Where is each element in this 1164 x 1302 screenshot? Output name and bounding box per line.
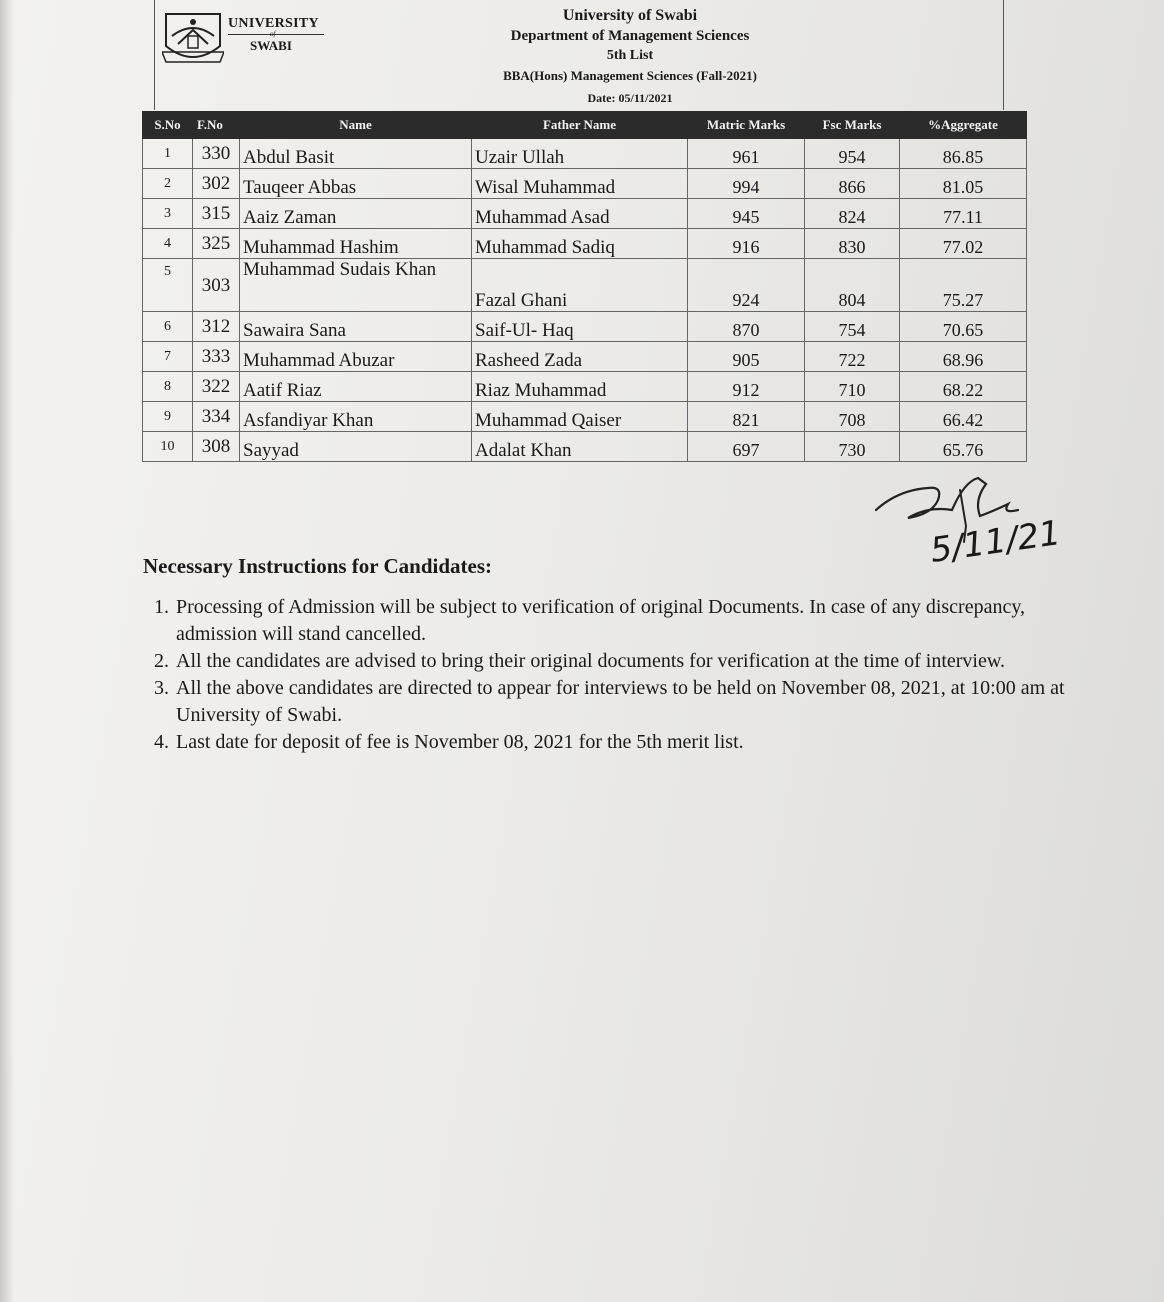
cell-fno: 302 — [193, 169, 240, 199]
cell-matric: 912 — [688, 372, 805, 402]
cell-name: Aaiz Zaman — [240, 199, 472, 229]
cell-sno: 1 — [143, 139, 193, 169]
cell-name: Sawaira Sana — [240, 312, 472, 342]
cell-father-name: Saif-Ul- Haq — [472, 312, 688, 342]
cell-fsc: 754 — [805, 312, 900, 342]
table-row — [143, 342, 1027, 372]
cell-father-name: Muhammad Asad — [472, 199, 688, 229]
table-row — [143, 432, 1027, 462]
table-row — [143, 199, 1027, 229]
cell-fsc: 710 — [805, 372, 900, 402]
cell-sno: 10 — [143, 432, 193, 462]
cell-father-name: Wisal Muhammad — [472, 169, 688, 199]
cell-name: Asfandiyar Khan — [240, 402, 472, 432]
item-text: Processing of Admission will be subject to verification of original Documents. In case of any discrepancy, admission will stand cancelled. — [176, 596, 1026, 645]
list-item — [150, 729, 1065, 756]
table-row — [143, 259, 1027, 312]
item-text: All the candidates are advised to bring their original documents for verification at the time of interview. — [176, 650, 1005, 672]
cell-fsc: 954 — [805, 139, 900, 169]
cell-aggregate: 65.76 — [900, 432, 1027, 462]
cell-fsc: 804 — [805, 259, 900, 312]
cell-aggregate: 81.05 — [900, 169, 1027, 199]
cell-fno: 330 — [193, 139, 240, 169]
table-row — [143, 312, 1027, 342]
cell-name: Muhammad Sudais Khan — [240, 259, 472, 312]
cell-father-name: Adalat Khan — [472, 432, 688, 462]
cell-fno: 312 — [193, 312, 240, 342]
cell-fsc: 730 — [805, 432, 900, 462]
document-header — [430, 6, 830, 86]
cell-matric: 905 — [688, 342, 805, 372]
cell-father-name: Muhammad Sadiq — [472, 229, 688, 259]
item-number: 3. — [154, 677, 169, 699]
department-name: Department of Management Sciences — [510, 28, 750, 44]
table-row — [143, 169, 1027, 199]
list-item — [150, 594, 1065, 648]
col-header-aggregate: %Aggregate — [900, 112, 1027, 139]
logo-text-of: of — [270, 30, 276, 38]
list-item — [150, 675, 1065, 729]
cell-fno: 315 — [193, 199, 240, 229]
cell-matric: 945 — [688, 199, 805, 229]
cell-matric: 870 — [688, 312, 805, 342]
cell-name: Aatif Riaz — [240, 372, 472, 402]
cell-fsc: 866 — [805, 169, 900, 199]
cell-fsc: 722 — [805, 342, 900, 372]
table-row — [143, 402, 1027, 432]
item-number: 4. — [154, 731, 169, 753]
page-edge-shadow — [0, 0, 14, 1302]
col-header-fsc-marks: Fsc Marks — [805, 112, 900, 139]
cell-name: Abdul Basit — [240, 139, 472, 169]
col-header-fno: F.No — [193, 112, 240, 139]
cell-sno: 2 — [143, 169, 193, 199]
cell-name: Tauqeer Abbas — [240, 169, 472, 199]
list-item — [150, 648, 1065, 675]
item-text: All the above candidates are directed to appear for interviews to be held on November 08, 2021, at 10:00 am at University of Swabi. — [176, 677, 1065, 726]
cell-aggregate: 86.85 — [900, 139, 1027, 169]
col-header-name: Name — [240, 112, 472, 139]
table-header-row — [143, 112, 1027, 139]
instructions-list — [150, 594, 1065, 756]
cell-fno: 303 — [193, 259, 240, 312]
logo-divider — [228, 34, 324, 35]
cell-sno: 6 — [143, 312, 193, 342]
table-row — [143, 139, 1027, 169]
cell-fsc: 830 — [805, 229, 900, 259]
item-number: 1. — [154, 596, 169, 618]
table-row — [143, 372, 1027, 402]
cell-aggregate: 75.27 — [900, 259, 1027, 312]
cell-matric: 994 — [688, 169, 805, 199]
cell-sno: 8 — [143, 372, 193, 402]
list-date: Date: 05/11/2021 — [587, 91, 673, 105]
cell-matric: 697 — [688, 432, 805, 462]
program-name: BBA(Hons) Management Sciences (Fall-2021) — [503, 68, 757, 83]
cell-aggregate: 70.65 — [900, 312, 1027, 342]
cell-fno: 334 — [193, 402, 240, 432]
signature-date: 5/11/21 — [927, 513, 1064, 571]
logo-text-swabi: SWABI — [250, 38, 292, 53]
merit-list-table — [142, 111, 1027, 462]
cell-fno: 333 — [193, 342, 240, 372]
item-number: 2. — [154, 650, 169, 672]
cell-sno: 5 — [143, 259, 193, 312]
cell-sno: 9 — [143, 402, 193, 432]
left-border-line — [154, 0, 155, 110]
cell-matric: 821 — [688, 402, 805, 432]
cell-father-name: Muhammad Qaiser — [472, 402, 688, 432]
cell-matric: 961 — [688, 139, 805, 169]
logo-text-university: UNIVERSITY — [228, 16, 319, 31]
col-header-father-name: Father Name — [472, 112, 688, 139]
cell-sno: 3 — [143, 199, 193, 229]
cell-matric: 916 — [688, 229, 805, 259]
right-border-line — [1003, 0, 1004, 110]
item-text: Last date for deposit of fee is November 08, 2021 for the 5th merit list. — [176, 731, 744, 753]
col-header-matric-marks: Matric Marks — [688, 112, 805, 139]
cell-father-name: Uzair Ullah — [472, 139, 688, 169]
cell-name: Muhammad Hashim — [240, 229, 472, 259]
table-row — [143, 229, 1027, 259]
cell-matric: 924 — [688, 259, 805, 312]
university-logo — [162, 6, 332, 70]
cell-fno: 322 — [193, 372, 240, 402]
cell-aggregate: 68.96 — [900, 342, 1027, 372]
cell-fsc: 708 — [805, 402, 900, 432]
instructions-title: Necessary Instructions for Candidates: — [143, 554, 493, 578]
cell-fno: 325 — [193, 229, 240, 259]
university-crest-icon — [162, 6, 224, 70]
cell-father-name: Fazal Ghani — [472, 259, 688, 312]
cell-father-name: Rasheed Zada — [472, 342, 688, 372]
cell-fno: 308 — [193, 432, 240, 462]
university-name: University of Swabi — [562, 7, 698, 24]
cell-aggregate: 77.11 — [900, 199, 1027, 229]
cell-aggregate: 66.42 — [900, 402, 1027, 432]
cell-fsc: 824 — [805, 199, 900, 229]
cell-aggregate: 77.02 — [900, 229, 1027, 259]
cell-name: Muhammad Abuzar — [240, 342, 472, 372]
cell-father-name: Riaz Muhammad — [472, 372, 688, 402]
cell-sno: 7 — [143, 342, 193, 372]
cell-sno: 4 — [143, 229, 193, 259]
cell-name: Sayyad — [240, 432, 472, 462]
col-header-sno: S.No — [143, 112, 193, 139]
list-number: 5th List — [606, 48, 654, 63]
cell-aggregate: 68.22 — [900, 372, 1027, 402]
